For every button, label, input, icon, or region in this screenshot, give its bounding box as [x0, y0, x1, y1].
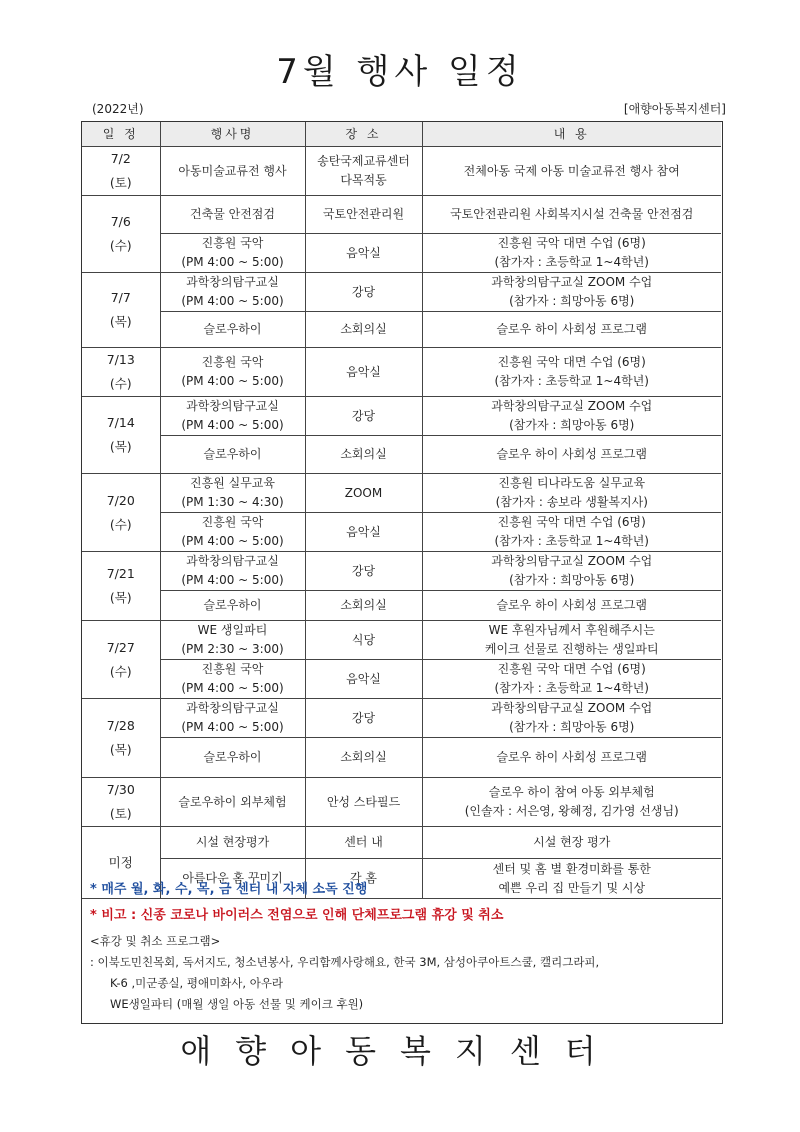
table-row	[82, 778, 721, 827]
place-cell-line: 강당	[351, 710, 376, 725]
event-cell-line: 시설 현장평가	[195, 835, 270, 849]
schedule-frame	[81, 121, 723, 1024]
event-cell-line: 진흥원 국악	[201, 236, 264, 250]
content-cell-line: 진흥원 국악 대면 수업 (6명)	[497, 515, 646, 529]
table-row	[82, 474, 721, 513]
content-cell	[422, 827, 721, 859]
year-label: (2022년)	[92, 102, 144, 116]
content-cell-line: (인솔자 : 서은영, 왕혜정, 김가영 선생님)	[464, 804, 679, 818]
event-cell	[160, 234, 305, 273]
event-cell-line: 진흥원 국악	[201, 662, 264, 676]
column-header-date: 일 정	[82, 122, 160, 147]
date-cell	[82, 621, 160, 699]
place-cell-line: 음악실	[346, 671, 381, 686]
place-cell	[305, 513, 422, 552]
disinfection-note: * 매주 월, 화, 수, 목, 금 센터 내 자체 소독 진행	[90, 882, 368, 897]
date-cell-line: 미정	[108, 854, 133, 870]
event-cell-line: 과학창의탐구교실	[186, 275, 279, 289]
date-cell-line: (수)	[109, 663, 132, 679]
place-cell-line: 각 홈	[350, 871, 377, 885]
content-cell-line: 진흥원 국악 대면 수업 (6명)	[497, 355, 646, 369]
content-cell	[422, 552, 721, 591]
event-cell-line: 진흥원 실무교육	[190, 476, 275, 490]
place-cell-line: 식당	[351, 632, 376, 647]
event-cell-line: 진흥원 국악	[201, 355, 264, 369]
organization-label: [애향아동복지센터]	[623, 102, 726, 116]
content-cell	[422, 699, 721, 738]
date-cell-line: 7/21	[106, 566, 135, 581]
event-cell-line: (PM 4:00 ~ 5:00)	[181, 255, 284, 269]
content-cell-line: (참가자 : 희망아동 6명)	[509, 294, 635, 308]
notes-section	[90, 881, 715, 1015]
content-cell-line: 과학창의탐구교실 ZOOM 수업	[491, 399, 653, 413]
content-cell-line: (참가자 : 송보라 생활복지사)	[495, 495, 648, 509]
content-cell-line: 진흥원 국악 대면 수업 (6명)	[497, 236, 646, 250]
table-row	[82, 312, 721, 348]
place-cell-line: 송탄국제교류센터	[317, 154, 410, 168]
content-cell	[422, 273, 721, 312]
event-cell	[160, 699, 305, 738]
event-cell-line: (PM 4:00 ~ 5:00)	[181, 573, 284, 587]
date-cell	[82, 474, 160, 552]
event-cell-line: 과학창의탐구교실	[186, 554, 279, 568]
date-cell	[82, 778, 160, 827]
date-cell-line: (수)	[109, 376, 132, 391]
content-cell-line: 예쁜 우리 집 만들기 및 시상	[498, 880, 646, 895]
event-cell-line: (PM 4:00 ~ 5:00)	[181, 418, 284, 432]
content-cell-line: (참가자 : 희망아동 6명)	[509, 573, 635, 587]
content-cell-line: (참가자 : 초등학교 1~4학년)	[494, 534, 649, 548]
event-cell	[160, 196, 305, 234]
table-row	[82, 147, 721, 196]
content-cell-line: 과학창의탐구교실 ZOOM 수업	[491, 701, 653, 715]
date-cell-line: 7/6	[110, 214, 131, 229]
place-cell	[305, 436, 422, 474]
event-cell	[160, 397, 305, 436]
content-cell	[422, 436, 721, 474]
place-cell	[305, 738, 422, 778]
event-cell-line: 슬로우하이	[203, 598, 262, 612]
place-cell-line: 강당	[351, 284, 376, 299]
content-cell-line: 진흥원 국악 대면 수업 (6명)	[497, 662, 646, 676]
date-cell-line: (목)	[109, 742, 132, 757]
table-row	[82, 827, 721, 859]
table-row	[82, 348, 721, 397]
content-cell	[422, 312, 721, 348]
content-cell-line: 슬로우 하이 사회성 프로그램	[496, 322, 648, 336]
date-cell	[82, 397, 160, 474]
cancelled-programs-title: <휴강 및 취소 프로그램>	[90, 934, 221, 948]
content-cell-line: 과학창의탐구교실 ZOOM 수업	[491, 275, 653, 289]
date-cell	[82, 552, 160, 621]
page-title: 7월 행사 일정	[276, 52, 524, 92]
content-cell-line: 센터 및 홈 별 환경미화를 통한	[492, 861, 651, 876]
event-cell	[160, 273, 305, 312]
place-cell	[305, 699, 422, 738]
event-cell-line: 슬로우하이	[203, 322, 262, 336]
content-cell	[422, 778, 721, 827]
event-cell-line: 아동미술교류전 행사	[178, 163, 287, 178]
date-cell-line: 7/7	[110, 290, 131, 305]
event-cell	[160, 660, 305, 699]
event-cell-line: (PM 1:30 ~ 4:30)	[181, 495, 284, 509]
place-cell-line: 국토안전관리원	[322, 207, 405, 221]
organization-footer: 애향아동복지센터	[180, 1032, 620, 1070]
content-cell-line: 슬로우 하이 사회성 프로그램	[496, 447, 648, 461]
cancelled-programs-list: : 이북도민친목회, 독서지도, 청소년봉사, 우리함께사랑해요, 한국 3M, 삼성아쿠아트스쿨, 캘리그라피,	[90, 955, 600, 969]
event-cell-line: (PM 4:00 ~ 5:00)	[181, 374, 284, 388]
event-cell-line: (PM 4:00 ~ 5:00)	[181, 534, 284, 548]
table-row	[82, 552, 721, 591]
event-cell	[160, 778, 305, 827]
place-cell	[305, 621, 422, 660]
content-cell	[422, 621, 721, 660]
content-cell	[422, 474, 721, 513]
event-cell	[160, 621, 305, 660]
event-cell-line: (PM 2:30 ~ 3:00)	[181, 642, 284, 656]
place-cell-line: 강당	[351, 563, 376, 578]
cancelled-programs-list-cont: K-6 ,미군종실, 평애미화사, 아우라	[110, 976, 284, 990]
place-cell-line: 강당	[351, 408, 376, 423]
event-cell-line: 슬로우하이	[203, 750, 262, 764]
event-cell-line: 슬로우하이	[203, 447, 262, 461]
birthday-party-note: WE생일파티 (매월 생일 아동 선물 및 케이크 후원)	[110, 997, 364, 1011]
event-cell	[160, 474, 305, 513]
content-cell-line: 슬로우 하이 참여 아동 외부체험	[488, 785, 655, 799]
table-row	[82, 699, 721, 738]
event-cell	[160, 436, 305, 474]
event-cell-line: 아름다운 홈 꾸미기	[182, 871, 283, 885]
covid-note: * 비고 : 신종 코로나 바이러스 전염으로 인해 단체프로그램 휴강 및 취소	[90, 908, 504, 923]
content-cell-line: (참가자 : 초등학교 1~4학년)	[494, 374, 649, 388]
event-cell	[160, 738, 305, 778]
place-cell-line: 센터 내	[344, 835, 383, 849]
place-cell-line: 소회의실	[340, 447, 387, 461]
date-cell	[82, 273, 160, 348]
date-cell-line: 7/13	[106, 352, 135, 367]
table-row	[82, 738, 721, 778]
column-header-event: 행사명	[160, 122, 305, 147]
content-cell	[422, 196, 721, 234]
date-cell-line: 7/2	[110, 151, 131, 166]
table-row	[82, 397, 721, 436]
place-cell-line: 안성 스타필드	[326, 794, 401, 809]
event-cell-line: (PM 4:00 ~ 5:00)	[181, 681, 284, 695]
place-cell	[305, 591, 422, 621]
table-row	[82, 591, 721, 621]
table-row	[82, 234, 721, 273]
content-cell	[422, 738, 721, 778]
event-cell	[160, 348, 305, 397]
date-cell-line: (목)	[109, 590, 132, 605]
event-cell-line: 건축물 안전점검	[190, 207, 275, 221]
event-cell-line: 슬로우하이 외부체험	[178, 794, 287, 809]
event-cell	[160, 591, 305, 621]
content-cell	[422, 591, 721, 621]
place-cell-line: 음악실	[346, 364, 381, 379]
content-cell-line: 전체아동 국제 아동 미술교류전 행사 참여	[463, 163, 680, 178]
content-cell	[422, 397, 721, 436]
date-cell	[82, 147, 160, 196]
content-cell	[422, 348, 721, 397]
content-cell-line: (참가자 : 초등학교 1~4학년)	[494, 255, 649, 269]
place-cell	[305, 234, 422, 273]
place-cell	[305, 827, 422, 859]
place-cell	[305, 778, 422, 827]
event-cell	[160, 147, 305, 196]
place-cell	[305, 660, 422, 699]
place-cell-line: 소회의실	[340, 750, 387, 764]
schedule-table	[82, 122, 721, 899]
event-cell-line: 과학창의탐구교실	[186, 399, 279, 413]
content-cell-line: 국토안전관리원 사회복지시설 건축물 안전점검	[450, 207, 694, 221]
date-cell-line: 7/14	[106, 415, 135, 430]
date-cell-line: 7/27	[106, 639, 135, 655]
date-cell-line: 7/30	[106, 782, 135, 797]
date-cell	[82, 348, 160, 397]
date-cell-line: (목)	[109, 314, 132, 329]
event-cell	[160, 513, 305, 552]
content-cell-line: 슬로우 하이 사회성 프로그램	[496, 750, 648, 764]
table-row	[82, 513, 721, 552]
content-cell	[422, 513, 721, 552]
event-cell-line: 과학창의탐구교실	[186, 701, 279, 715]
place-cell	[305, 273, 422, 312]
content-cell	[422, 147, 721, 196]
event-cell	[160, 312, 305, 348]
column-header-content: 내 용	[422, 122, 721, 147]
event-cell	[160, 827, 305, 859]
date-cell-line: 7/20	[106, 492, 135, 508]
schedule-body	[82, 147, 721, 899]
place-cell	[305, 196, 422, 234]
place-cell-line: 음악실	[346, 524, 381, 539]
place-cell	[305, 552, 422, 591]
date-cell-line: (수)	[109, 516, 132, 532]
content-cell-line: (참가자 : 희망아동 6명)	[509, 720, 635, 734]
event-cell-line: WE 생일파티	[197, 623, 268, 637]
table-row	[82, 273, 721, 312]
content-cell-line: 시설 현장 평가	[533, 835, 611, 849]
content-cell	[422, 660, 721, 699]
content-cell-line: (참가자 : 희망아동 6명)	[509, 418, 635, 432]
place-cell	[305, 312, 422, 348]
content-cell-line: (참가자 : 초등학교 1~4학년)	[494, 681, 649, 695]
table-row	[82, 660, 721, 699]
column-header-place: 장 소	[305, 122, 422, 147]
event-cell	[160, 552, 305, 591]
place-cell-line: 음악실	[346, 245, 381, 260]
place-cell-line: ZOOM	[344, 485, 383, 500]
event-cell-line: (PM 4:00 ~ 5:00)	[181, 720, 284, 734]
table-header-row	[82, 122, 721, 147]
place-cell	[305, 397, 422, 436]
place-cell-line: 소회의실	[340, 598, 387, 612]
date-cell-line: (목)	[109, 439, 132, 454]
date-cell-line: 7/28	[106, 718, 135, 733]
place-cell-line: 다목적동	[340, 173, 387, 187]
content-cell-line: 케이크 선물로 진행하는 생일파티	[484, 642, 659, 656]
place-cell	[305, 474, 422, 513]
event-cell-line: (PM 4:00 ~ 5:00)	[181, 294, 284, 308]
date-cell-line: (토)	[109, 806, 132, 821]
content-cell-line: 슬로우 하이 사회성 프로그램	[496, 598, 648, 612]
content-cell-line: 진흥원 티나라도움 실무교육	[498, 476, 646, 490]
place-cell	[305, 147, 422, 196]
table-row	[82, 196, 721, 234]
event-cell-line: 진흥원 국악	[201, 515, 264, 529]
place-cell-line: 소회의실	[340, 322, 387, 336]
content-cell-line: 과학창의탐구교실 ZOOM 수업	[491, 554, 653, 568]
date-cell-line: (토)	[109, 175, 132, 190]
table-row	[82, 621, 721, 660]
date-cell	[82, 699, 160, 778]
place-cell	[305, 348, 422, 397]
content-cell-line: WE 후원자님께서 후원해주시는	[488, 623, 655, 637]
content-cell	[422, 234, 721, 273]
date-cell-line: (수)	[109, 238, 132, 253]
date-cell	[82, 196, 160, 273]
table-row	[82, 436, 721, 474]
